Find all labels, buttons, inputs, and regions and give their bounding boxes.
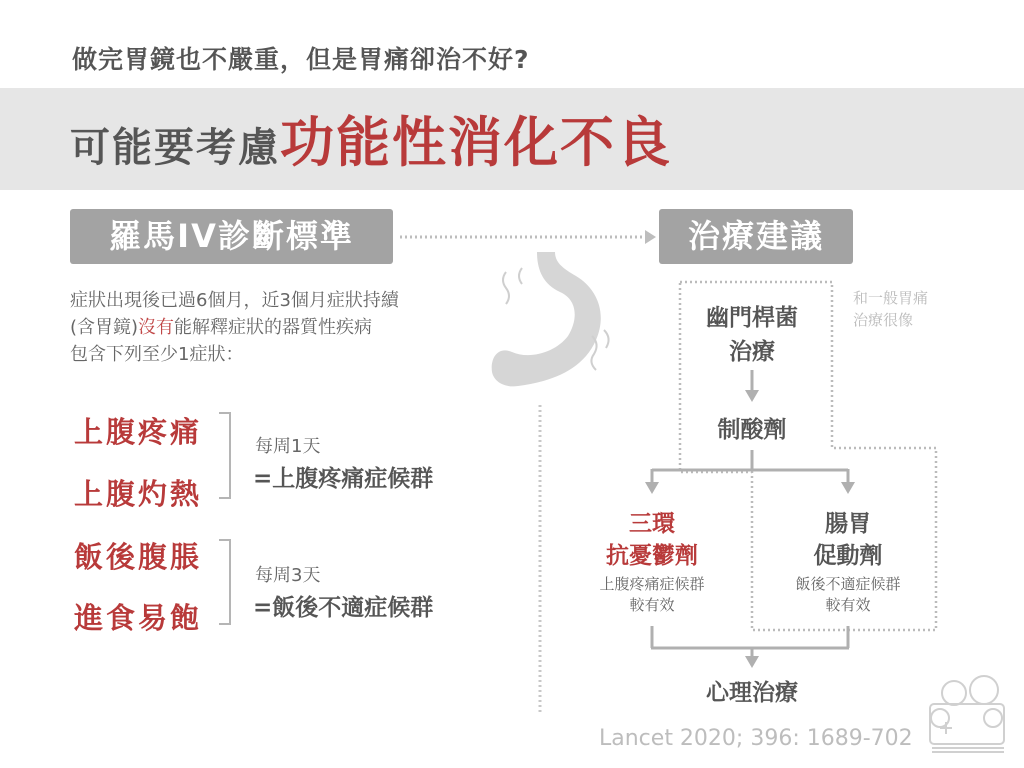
group-2-syndrome: =飯後不適症候群	[253, 595, 434, 621]
stomach-icon	[492, 252, 609, 386]
criteria-line-1: 症狀出現後已過6個月，近3個月症狀持續	[70, 290, 399, 311]
title-prefix: 可能要考慮	[70, 125, 280, 171]
hp-treatment-line-1: 幽門桿菌	[706, 305, 798, 331]
symptom-postprandial-fullness: 飯後腹脹	[74, 540, 203, 574]
criteria-line-2-highlight: 沒有	[138, 317, 175, 338]
title-emphasis: 功能性消化不良	[280, 111, 672, 174]
group-1-frequency: 每周1天	[255, 436, 321, 457]
family-doctor-logo-icon	[930, 676, 1004, 752]
citation: Lancet 2020; 396: 1689-702	[599, 726, 913, 751]
arrow-hp-to-acid-head	[745, 390, 759, 402]
criteria-line-2-pre: (含胃鏡)	[70, 317, 139, 338]
page-subtitle: 做完胃鏡也不嚴重，但是胃痛卻治不好?	[72, 45, 530, 74]
header-connector-arrowhead	[645, 230, 656, 244]
group-2-frequency: 每周3天	[255, 565, 321, 586]
symptom-epigastric-burning: 上腹灼熱	[74, 477, 203, 511]
symptom-early-satiety: 進食易飽	[74, 601, 203, 635]
treatment-heading: 治療建議	[659, 209, 853, 264]
side-note-line-2: 治療很像	[853, 311, 914, 329]
arrow-to-prokinetic-head	[841, 482, 855, 494]
acid-suppressant-node: 制酸劑	[717, 417, 787, 443]
hp-treatment-line-2: 治療	[729, 339, 775, 365]
rome-iv-heading: 羅馬IV診斷標準	[70, 209, 393, 264]
prokinetic-note-line-1: 飯後不適症候群	[795, 575, 901, 593]
criteria-line-3: 包含下列至少1症狀：	[70, 344, 244, 365]
tca-note-line-1: 上腹疼痛症候群	[599, 575, 705, 593]
tca-note-line-2: 較有效	[629, 596, 675, 614]
side-note-line-1: 和一般胃痛	[853, 289, 929, 307]
tca-line-2: 抗憂鬱劑	[606, 543, 698, 569]
psychotherapy-node: 心理治療	[706, 680, 798, 706]
bracket-group-1	[219, 413, 230, 498]
bracket-group-2	[219, 540, 230, 624]
criteria-line-2-post: 能解釋症狀的器質性疾病	[174, 317, 373, 338]
symptom-epigastric-pain: 上腹疼痛	[74, 415, 203, 449]
prokinetic-line-2: 促動劑	[813, 543, 883, 569]
prokinetic-line-1: 腸胃	[825, 511, 871, 537]
criteria-line-2	[70, 313, 372, 339]
group-1-syndrome: =上腹疼痛症候群	[253, 466, 434, 492]
tca-line-1: 三環	[629, 511, 675, 537]
prokinetic-note-line-2: 較有效	[825, 596, 871, 614]
arrow-to-tca-head	[645, 482, 659, 494]
arrow-to-psych-head	[745, 656, 759, 668]
